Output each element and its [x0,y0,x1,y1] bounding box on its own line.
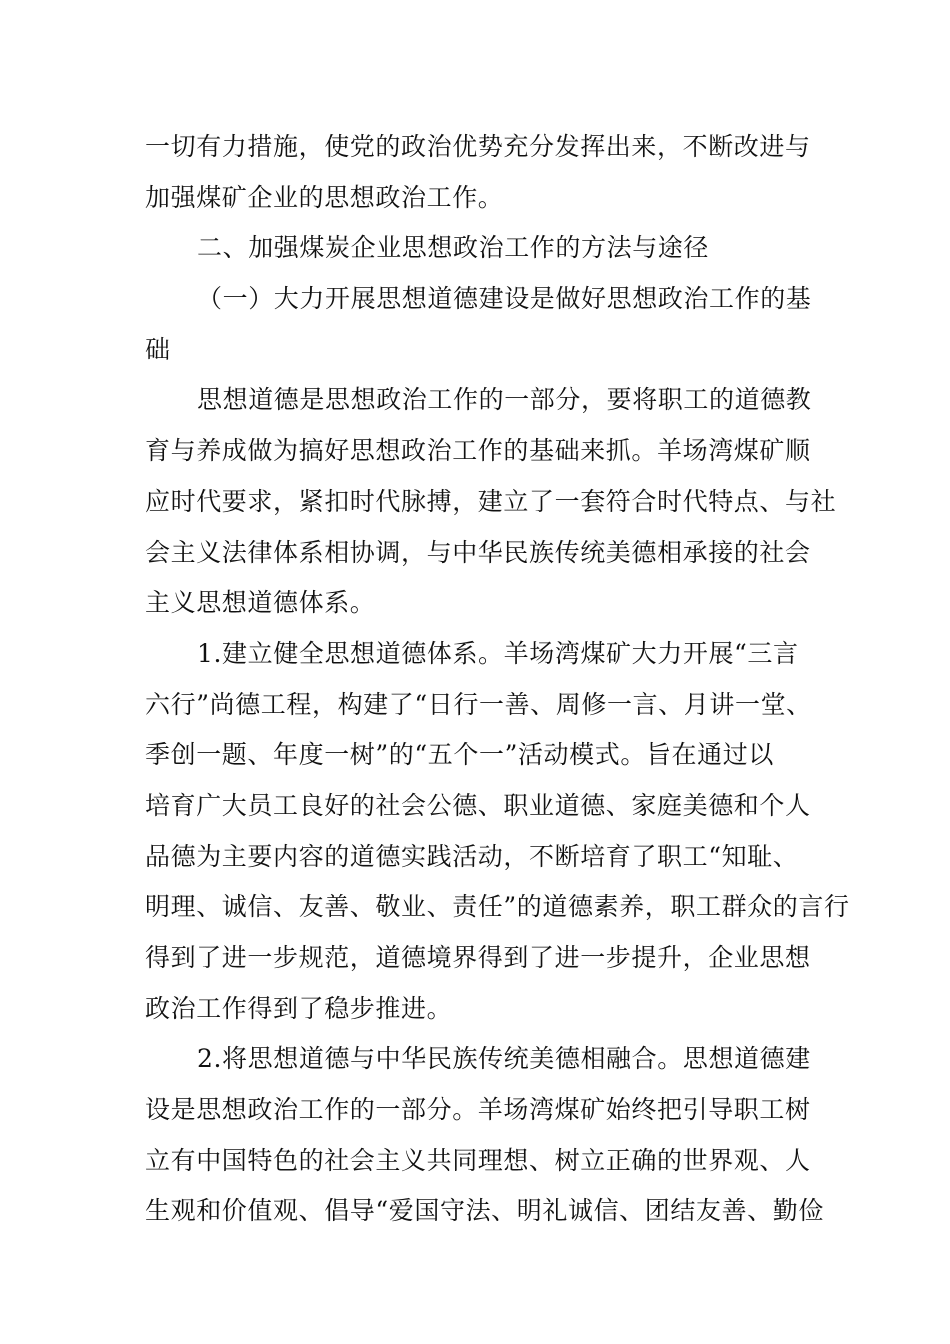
text-line: 加强煤矿企业的思想政治工作。 [145,182,504,212]
document-body [145,122,850,1237]
text-line: 六行”尚德工程，构建了“日行一善、周修一言、月讲一堂、 [145,689,812,719]
text-line: 政治工作得到了稳步推进。 [145,993,453,1023]
paragraph-start: 思想道德是思想政治工作的一部分，要将职工的道德教 [197,385,812,415]
text-line: 育与养成做为搞好思想政治工作的基础来抓。羊场湾煤矿顺 [145,436,811,466]
text-line: 生观和价值观、倡导“爱国守法、明礼诚信、团结友善、勤俭 [145,1196,824,1226]
text-line: 得到了进一步规范，道德境界得到了进一步提升，企业思想 [145,943,811,972]
text-line: 明理、诚信、友善、敬业、责任”的道德素养，职工群众的言行 [145,892,850,922]
text-line: 品德为主要内容的道德实践活动，不断培育了职工“知耻、 [145,841,799,871]
text-line: 会主义法律体系相协调，与中华民族传统美德相承接的社会 [145,537,811,567]
text-line: 应时代要求，紧扣时代脉搏，建立了一套符合时代特点、与社 [145,486,837,516]
text-line: 培育广大员工良好的社会公德、职业道德、家庭美德和个人 [145,790,811,820]
paragraph-start: 2.将思想道德与中华民族传统美德相融合。思想道德建 [197,1044,811,1074]
text-line: 季创一题、年度一树”的“五个一”活动模式。旨在通过以 [145,740,774,770]
text-line: 主义思想道德体系。 [145,588,376,618]
text-line: 设是思想政治工作的一部分。羊场湾煤矿始终把引导职工树 [145,1095,811,1125]
paragraph-start: 1.建立健全思想道德体系。羊场湾煤矿大力开展“三言 [197,638,799,668]
text-line: 一切有力措施，使党的政治优势充分发挥出来，不断改进与 [145,132,811,161]
subsection-heading: （一）大力开展思想道德建设是做好思想政治工作的基 [197,284,812,314]
text-line: 立有中国特色的社会主义共同理想、树立正确的世界观、人 [145,1145,811,1175]
subsection-heading-continued: 础 [145,334,171,364]
section-heading: 二、加强煤炭企业思想政治工作的方法与途径 [197,233,710,263]
